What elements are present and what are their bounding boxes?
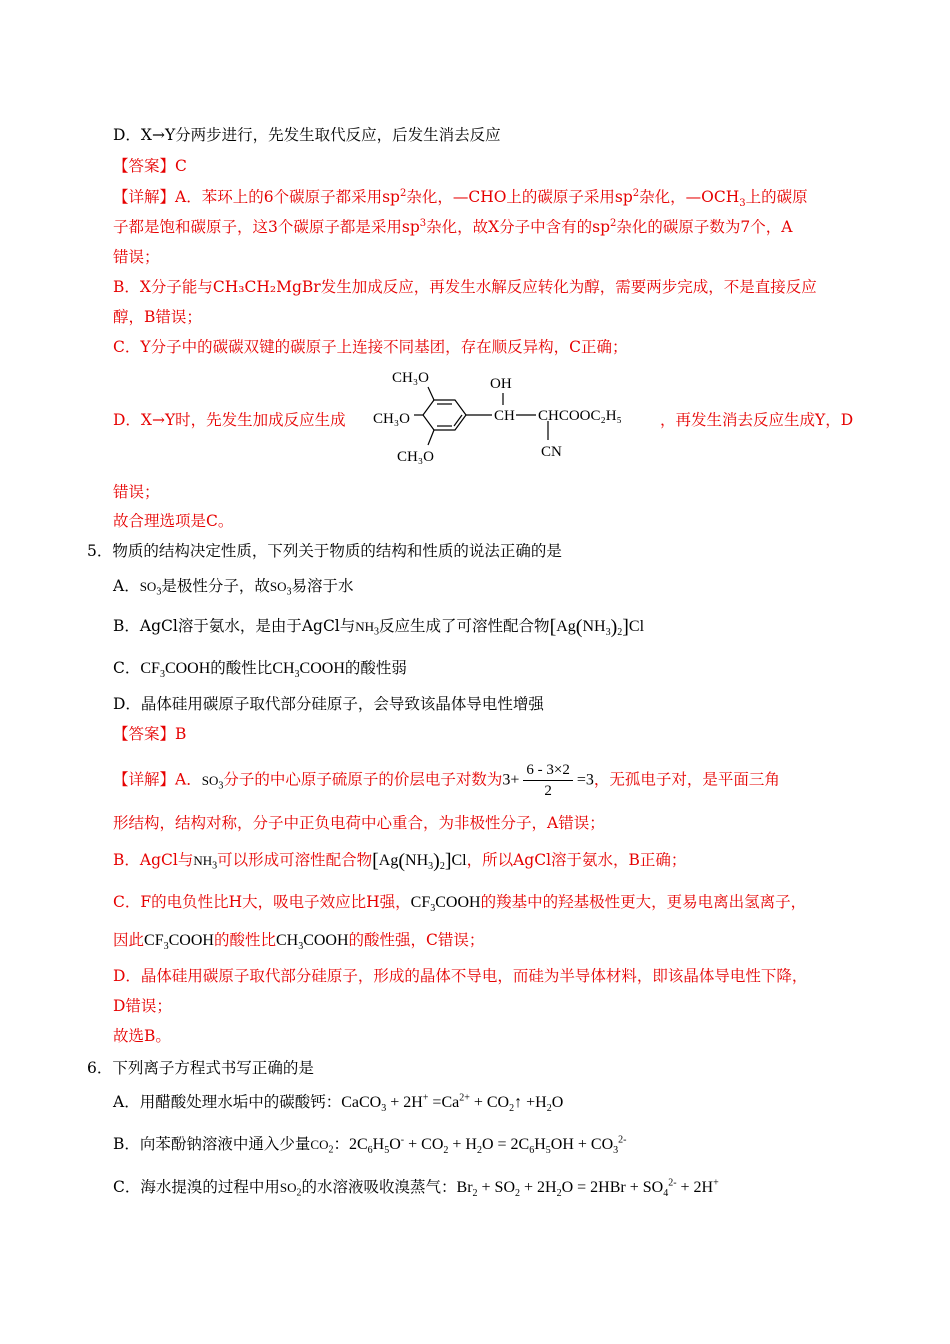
q4-answer: 【答案】C	[113, 157, 187, 175]
q5-option-c: C．$CF_3COOH$的酸性比$CH_3COOH$的酸性弱	[113, 659, 407, 681]
q4-detail-d-post: ，再发生消去反应生成Y，D	[660, 411, 854, 429]
q5-answer: 【答案】B	[113, 725, 187, 743]
q5-stem: 5．物质的结构决定性质，下列关于物质的结构和性质的说法正确的是	[87, 542, 562, 560]
struct-label-ch3o-mid: CH₃O	[373, 411, 410, 427]
q4-detail-a-line1: 【详解】A．苯环上的6个碳原子都采用$sp^2$杂化，—CHO上的碳原子采用$sp^2$杂化，$—OCH_3$上的碳原	[113, 187, 808, 210]
q5-option-d: D．晶体硅用碳原子取代部分硅原子，会导致该晶体导电性增强	[113, 695, 544, 713]
q6-option-b: B．向苯酚钠溶液中通入少量$CO_2$：$2C_6H_5O^- + CO_2 + H_2O = 2C_6H_5OH + CO_3^{2-}$	[113, 1134, 627, 1157]
struct-label-ch3o-top: CH₃O	[392, 370, 429, 386]
fraction: $\frac{6 - 3\times 2}{2}$	[523, 760, 572, 801]
q4-detail-d-line2: 错误；	[113, 483, 160, 501]
struct-label-ch3o-bottom: CH₃O	[397, 449, 434, 465]
struct-label-oh: OH	[490, 376, 512, 392]
q5-detail-c-line2: 因此$CF_3COOH$的酸性比$CH_3COOH$的酸性强，C错误；	[113, 931, 485, 953]
q5-option-b: B．AgCl溶于氨水，是由于AgCl与$NH_3$反应生成了可溶性配合物$[Ag(NH_3)_2]Cl$	[113, 616, 645, 639]
q6-option-a: A．用醋酸处理水垢中的碳酸钙：CaCO$_3$ + $2H^+ =Ca^{2+}$ + $CO_2↑ +H_2O$	[113, 1092, 564, 1115]
q4-detail-d-pre: D．X→Y时，先发生加成反应生成	[113, 411, 346, 429]
q5-detail-a-line2: 形结构，结构对称，分子中正负电荷中心重合，为非极性分子，A错误；	[113, 814, 605, 832]
q5-conclusion: 故选B。	[113, 1027, 171, 1045]
q4-detail-a-line2: 子都是饱和碳原子，这3个碳原子都是采用$sp^3$杂化，故X分子中含有的$sp^2$杂化的碳原子数为7个，A	[113, 217, 793, 236]
q4-detail-c: C．Y分子中的碳碳双键的碳原子上连接不同基团，存在顺反异构，C正确；	[113, 338, 628, 356]
q4-conclusion: 故合理选项是C。	[113, 512, 234, 530]
q6-option-c: C．海水提溴的过程中用$SO_2$的水溶液吸收溴蒸气：$Br_2 + SO_2 + 2H_2O = 2HBr + SO_4^{2-} + 2H^+$	[113, 1177, 719, 1200]
struct-label-cn: CN	[541, 444, 562, 460]
q6-stem: 6．下列离子方程式书写正确的是	[87, 1059, 314, 1077]
q5-detail-a-line1: 【详解】A．$SO_3$分子的中心原子硫原子的价层电子对数为3+ $\frac{6 - 3\times 2}{2}$ =3，无孤电子对，是平面三角	[113, 762, 780, 799]
q4-detail-b-line1: B．X分子能与CH₃CH₂MgBr发生加成反应，再发生水解反应转化为醇，需要两步完成，不是直接反应	[113, 278, 817, 296]
q5-detail-d-line2: D错误；	[113, 997, 172, 1015]
struct-label-ch: CH	[494, 408, 515, 424]
q5-detail-c-line1: C．F的电负性比H大，吸电子效应比H强，$CF_3COOH$的羧基中的羟基极性更大，更易电离出氢离子，	[113, 893, 807, 915]
struct-label-ester: CHCOOC₂H₅	[538, 408, 622, 424]
chemical-structure	[370, 365, 660, 470]
q5-detail-b: B．AgCl与$NH_3$可以形成可溶性配合物$[Ag(NH_3)_2]Cl$，所以AgCl溶于氨水，B正确；	[113, 850, 687, 873]
q5-detail-d-line1: D．晶体硅用碳原子取代部分硅原子，形成的晶体不导电，而硅为半导体材料，即该晶体导电性下降，	[113, 967, 808, 985]
q4-option-d: D．X→Y分两步进行，先发生取代反应，后发生消去反应	[113, 126, 501, 144]
benzene-ring	[414, 387, 548, 445]
q4-detail-b-line2: 醇，B错误；	[113, 308, 202, 326]
q5-option-a: A．$SO_3$是极性分子，故$SO_3$易溶于水	[113, 577, 354, 598]
q4-detail-a-line3: 错误；	[113, 248, 160, 266]
